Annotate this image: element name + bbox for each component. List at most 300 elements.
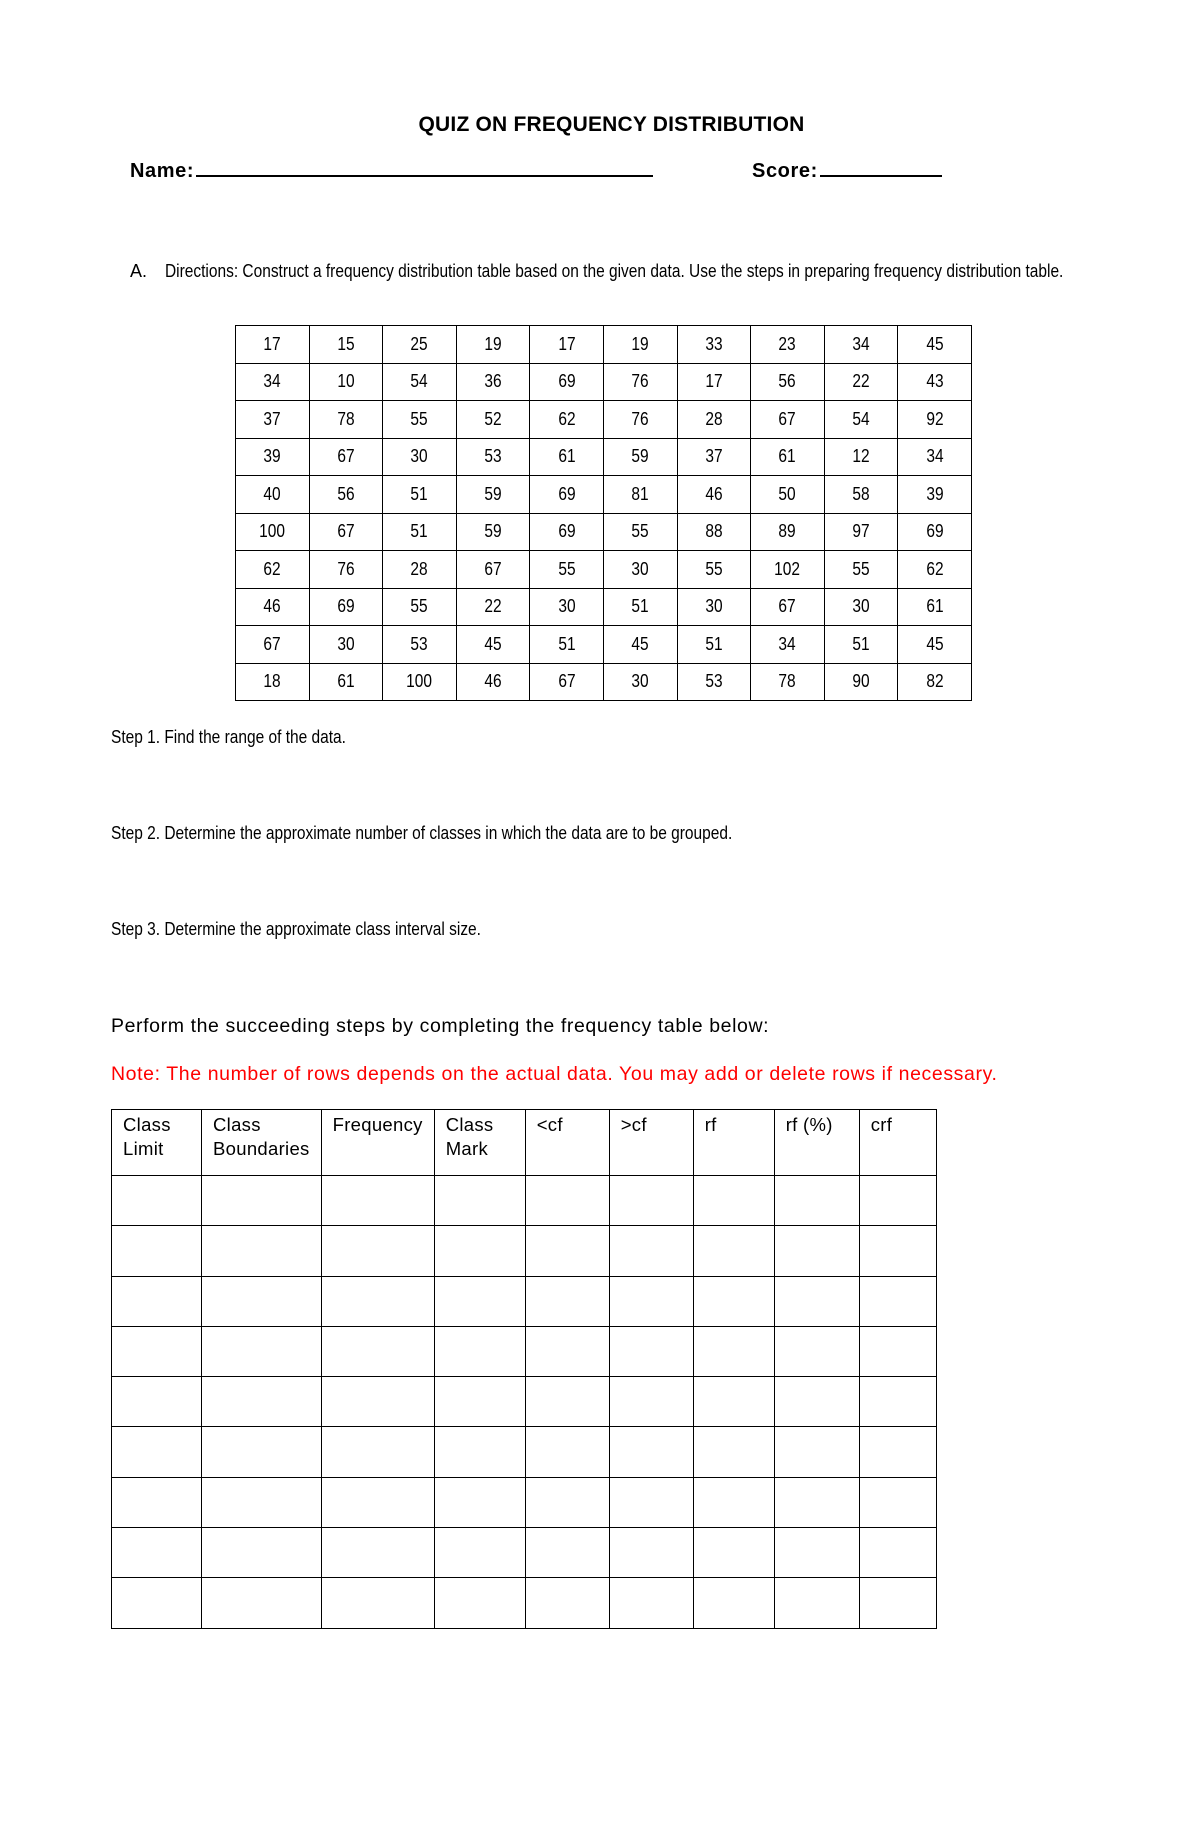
data-cell xyxy=(677,551,751,589)
data-value: 34 xyxy=(926,446,944,467)
page-title: QUIZ ON FREQUENCY DISTRIBUTION xyxy=(418,113,805,136)
data-value: 28 xyxy=(705,408,723,429)
freq-answer-cell[interactable] xyxy=(859,1176,936,1226)
freq-header-cell xyxy=(859,1110,936,1176)
freq-answer-cell[interactable] xyxy=(774,1578,859,1628)
data-cell xyxy=(309,513,383,551)
freq-answer-cell[interactable] xyxy=(774,1528,859,1578)
name-label: Name: xyxy=(130,160,195,182)
data-cell xyxy=(751,438,825,476)
data-value: 62 xyxy=(263,558,281,579)
freq-answer-cell[interactable] xyxy=(321,1176,434,1226)
data-cell xyxy=(383,326,457,364)
freq-answer-cell[interactable] xyxy=(434,1477,525,1527)
data-value: 81 xyxy=(631,483,649,504)
data-cell xyxy=(824,588,898,626)
data-row xyxy=(236,476,972,514)
freq-answer-cell[interactable] xyxy=(693,1326,774,1376)
freq-answer-cell[interactable] xyxy=(693,1377,774,1427)
freq-answer-cell[interactable] xyxy=(434,1226,525,1276)
data-value: 45 xyxy=(926,633,944,654)
data-value: 59 xyxy=(484,483,502,504)
freq-answer-cell[interactable] xyxy=(434,1276,525,1326)
data-value: 34 xyxy=(852,333,870,354)
name-field xyxy=(130,160,653,183)
data-cell xyxy=(824,438,898,476)
freq-answer-cell[interactable] xyxy=(774,1176,859,1226)
freq-answer-cell[interactable] xyxy=(525,1326,609,1376)
freq-answer-cell[interactable] xyxy=(859,1326,936,1376)
data-cell xyxy=(236,513,310,551)
data-value: 22 xyxy=(852,371,870,392)
data-value: 59 xyxy=(631,446,649,467)
data-cell xyxy=(677,401,751,439)
freq-answer-cell[interactable] xyxy=(859,1477,936,1527)
freq-header-cell xyxy=(774,1110,859,1176)
data-cell xyxy=(236,401,310,439)
data-value: 82 xyxy=(926,671,944,692)
data-value: 59 xyxy=(484,521,502,542)
freq-answer-cell[interactable] xyxy=(202,1176,322,1226)
data-cell xyxy=(309,326,383,364)
data-row xyxy=(236,401,972,439)
freq-answer-cell[interactable] xyxy=(112,1477,202,1527)
freq-answer-cell[interactable] xyxy=(434,1427,525,1477)
data-value: 40 xyxy=(263,483,281,504)
freq-header-label: Boundaries xyxy=(213,1138,310,1159)
data-cell xyxy=(236,438,310,476)
freq-answer-cell[interactable] xyxy=(609,1276,693,1326)
freq-answer-cell[interactable] xyxy=(434,1578,525,1628)
data-cell xyxy=(824,401,898,439)
freq-answer-cell[interactable] xyxy=(112,1226,202,1276)
data-value: 51 xyxy=(410,521,429,542)
data-cell xyxy=(751,551,825,589)
freq-answer-cell[interactable] xyxy=(321,1226,434,1276)
data-cell xyxy=(456,326,530,364)
freq-row xyxy=(112,1528,937,1578)
data-value: 22 xyxy=(484,596,502,617)
data-value: 53 xyxy=(705,671,723,692)
directions xyxy=(130,257,1095,286)
freq-answer-cell[interactable] xyxy=(112,1326,202,1376)
freq-answer-cell[interactable] xyxy=(202,1427,322,1477)
data-value: 46 xyxy=(484,671,502,692)
freq-answer-cell[interactable] xyxy=(693,1477,774,1527)
data-value: 67 xyxy=(558,671,576,692)
freq-row xyxy=(112,1176,937,1226)
data-cell xyxy=(309,401,383,439)
freq-header-label: Mark xyxy=(445,1138,489,1159)
data-cell xyxy=(751,401,825,439)
freq-answer-cell[interactable] xyxy=(774,1226,859,1276)
data-cell xyxy=(751,513,825,551)
data-cell xyxy=(383,588,457,626)
data-cell xyxy=(309,476,383,514)
data-value: 19 xyxy=(631,333,649,354)
data-value: 55 xyxy=(705,558,723,579)
data-row xyxy=(236,551,972,589)
data-value: 18 xyxy=(263,671,281,692)
step-2: Step 2. Determine the approximate number of classes in which the data are to be grouped. xyxy=(111,823,733,843)
step-1: Step 1. Find the range of the data. xyxy=(111,727,346,747)
data-value: 61 xyxy=(558,446,576,467)
freq-answer-cell[interactable] xyxy=(609,1176,693,1226)
data-cell xyxy=(603,401,677,439)
data-value: 76 xyxy=(631,371,649,392)
freq-answer-cell[interactable] xyxy=(693,1578,774,1628)
data-value: 67 xyxy=(778,408,797,429)
step-3: Step 3. Determine the approximate class interval size. xyxy=(111,919,481,939)
freq-answer-cell[interactable] xyxy=(202,1276,322,1326)
freq-answer-cell[interactable] xyxy=(202,1477,322,1527)
data-cell xyxy=(383,438,457,476)
freq-answer-cell[interactable] xyxy=(112,1176,202,1226)
data-value: 10 xyxy=(337,371,355,392)
data-cell xyxy=(236,588,310,626)
freq-answer-cell[interactable] xyxy=(112,1276,202,1326)
data-row xyxy=(236,588,972,626)
data-value: 53 xyxy=(410,633,429,654)
data-cell xyxy=(456,476,530,514)
data-cell xyxy=(383,476,457,514)
data-value: 56 xyxy=(337,483,355,504)
data-value: 78 xyxy=(778,671,797,692)
data-value: 34 xyxy=(263,371,281,392)
data-value: 67 xyxy=(337,446,355,467)
freq-answer-cell[interactable] xyxy=(774,1427,859,1477)
data-cell xyxy=(898,438,972,476)
data-value: 28 xyxy=(410,558,429,579)
data-cell xyxy=(456,363,530,401)
data-value: 69 xyxy=(926,521,944,542)
data-value: 100 xyxy=(406,671,433,692)
freq-header-row xyxy=(112,1110,937,1176)
freq-header-label: <cf xyxy=(536,1114,563,1135)
data-cell xyxy=(898,326,972,364)
data-cell xyxy=(236,551,310,589)
data-cell xyxy=(603,551,677,589)
data-cell xyxy=(603,476,677,514)
data-row xyxy=(236,326,972,364)
data-cell xyxy=(751,588,825,626)
freq-answer-cell[interactable] xyxy=(112,1427,202,1477)
data-value: 23 xyxy=(778,333,797,354)
data-value: 58 xyxy=(852,483,870,504)
data-cell xyxy=(898,363,972,401)
data-cell xyxy=(677,626,751,664)
data-cell xyxy=(751,476,825,514)
data-cell xyxy=(677,476,751,514)
name-blank[interactable] xyxy=(196,174,653,177)
data-value: 37 xyxy=(263,408,281,429)
freq-answer-cell[interactable] xyxy=(434,1326,525,1376)
data-cell xyxy=(383,551,457,589)
freq-answer-cell[interactable] xyxy=(525,1578,609,1628)
freq-answer-cell[interactable] xyxy=(321,1578,434,1628)
data-value: 53 xyxy=(484,446,502,467)
freq-answer-cell[interactable] xyxy=(525,1427,609,1477)
data-value: 100 xyxy=(259,521,286,542)
data-value: 92 xyxy=(926,408,944,429)
data-cell xyxy=(530,476,604,514)
freq-answer-cell[interactable] xyxy=(321,1528,434,1578)
data-value: 69 xyxy=(558,371,576,392)
data-value: 39 xyxy=(263,446,281,467)
freq-answer-cell[interactable] xyxy=(525,1528,609,1578)
data-value: 17 xyxy=(558,333,576,354)
freq-answer-cell[interactable] xyxy=(609,1427,693,1477)
freq-answer-cell[interactable] xyxy=(525,1176,609,1226)
freq-answer-cell[interactable] xyxy=(693,1427,774,1477)
freq-answer-cell[interactable] xyxy=(112,1377,202,1427)
data-value: 76 xyxy=(631,408,649,429)
freq-answer-cell[interactable] xyxy=(202,1578,322,1628)
data-cell xyxy=(898,401,972,439)
data-value: 69 xyxy=(337,596,355,617)
data-cell xyxy=(456,588,530,626)
data-value: 17 xyxy=(705,371,723,392)
data-value: 45 xyxy=(484,633,502,654)
data-value: 55 xyxy=(410,596,429,617)
data-value: 30 xyxy=(337,633,355,654)
data-value: 61 xyxy=(926,596,944,617)
data-value: 45 xyxy=(926,333,944,354)
data-value: 67 xyxy=(337,521,355,542)
data-value: 15 xyxy=(337,333,355,354)
freq-answer-cell[interactable] xyxy=(859,1427,936,1477)
data-cell xyxy=(530,663,604,701)
freq-answer-cell[interactable] xyxy=(859,1377,936,1427)
data-cell xyxy=(456,401,530,439)
freq-header-cell xyxy=(434,1110,525,1176)
data-cell xyxy=(677,513,751,551)
data-cell xyxy=(530,438,604,476)
freq-answer-cell[interactable] xyxy=(859,1226,936,1276)
data-value: 34 xyxy=(778,633,797,654)
data-cell xyxy=(456,513,530,551)
freq-answer-cell[interactable] xyxy=(202,1226,322,1276)
freq-answer-cell[interactable] xyxy=(525,1477,609,1527)
freq-answer-cell[interactable] xyxy=(525,1226,609,1276)
data-cell xyxy=(236,663,310,701)
freq-header-label: >cf xyxy=(620,1114,647,1135)
data-row xyxy=(236,663,972,701)
freq-header-cell xyxy=(321,1110,434,1176)
data-cell xyxy=(824,326,898,364)
data-value: 97 xyxy=(852,521,870,542)
freq-answer-cell[interactable] xyxy=(693,1226,774,1276)
data-cell xyxy=(898,476,972,514)
freq-answer-cell[interactable] xyxy=(202,1528,322,1578)
data-row xyxy=(236,513,972,551)
freq-answer-cell[interactable] xyxy=(609,1377,693,1427)
data-value: 33 xyxy=(705,333,723,354)
data-cell xyxy=(603,588,677,626)
freq-answer-cell[interactable] xyxy=(693,1176,774,1226)
data-cell xyxy=(824,551,898,589)
freq-answer-cell[interactable] xyxy=(525,1276,609,1326)
freq-row xyxy=(112,1477,937,1527)
data-cell xyxy=(309,663,383,701)
data-cell xyxy=(824,363,898,401)
data-value: 102 xyxy=(774,558,801,579)
freq-answer-cell[interactable] xyxy=(321,1276,434,1326)
data-cell xyxy=(309,626,383,664)
freq-header-label: Class xyxy=(213,1114,261,1135)
data-value: 17 xyxy=(263,333,281,354)
data-value: 19 xyxy=(484,333,502,354)
data-value: 51 xyxy=(410,483,429,504)
data-value: 69 xyxy=(558,521,576,542)
data-value: 67 xyxy=(484,558,502,579)
freq-header-label: rf xyxy=(704,1114,717,1135)
data-cell xyxy=(530,401,604,439)
data-cell xyxy=(456,438,530,476)
freq-answer-cell[interactable] xyxy=(321,1326,434,1376)
freq-answer-cell[interactable] xyxy=(693,1528,774,1578)
data-value: 36 xyxy=(484,371,502,392)
data-cell xyxy=(530,363,604,401)
data-value: 55 xyxy=(410,408,429,429)
data-cell xyxy=(236,326,310,364)
freq-header-cell xyxy=(202,1110,322,1176)
data-cell xyxy=(898,588,972,626)
freq-answer-cell[interactable] xyxy=(609,1326,693,1376)
freq-answer-cell[interactable] xyxy=(859,1578,936,1628)
freq-answer-cell[interactable] xyxy=(859,1276,936,1326)
freq-answer-cell[interactable] xyxy=(525,1377,609,1427)
frequency-table xyxy=(111,1109,937,1629)
freq-answer-cell[interactable] xyxy=(202,1377,322,1427)
data-value: 51 xyxy=(852,633,870,654)
data-value: 30 xyxy=(705,596,723,617)
data-cell xyxy=(456,626,530,664)
freq-answer-cell[interactable] xyxy=(693,1276,774,1326)
data-cell xyxy=(456,551,530,589)
data-value: 78 xyxy=(337,408,355,429)
data-cell xyxy=(236,476,310,514)
freq-answer-cell[interactable] xyxy=(434,1176,525,1226)
data-cell xyxy=(530,626,604,664)
freq-row xyxy=(112,1326,937,1376)
data-value: 51 xyxy=(631,596,649,617)
data-cell xyxy=(677,363,751,401)
data-value: 30 xyxy=(852,596,870,617)
data-table xyxy=(235,325,972,701)
data-cell xyxy=(236,626,310,664)
data-value: 56 xyxy=(778,371,797,392)
data-cell xyxy=(383,363,457,401)
data-value: 51 xyxy=(558,633,576,654)
data-row xyxy=(236,626,972,664)
data-cell xyxy=(383,626,457,664)
freq-row xyxy=(112,1226,937,1276)
freq-answer-cell[interactable] xyxy=(774,1377,859,1427)
data-value: 61 xyxy=(778,446,797,467)
data-value: 76 xyxy=(337,558,355,579)
data-cell xyxy=(383,513,457,551)
freq-header-label: rf (%) xyxy=(785,1114,833,1135)
data-cell xyxy=(677,588,751,626)
data-value: 43 xyxy=(926,371,944,392)
data-cell xyxy=(603,626,677,664)
data-cell xyxy=(824,626,898,664)
data-value: 90 xyxy=(852,671,870,692)
freq-answer-cell[interactable] xyxy=(609,1477,693,1527)
data-cell xyxy=(530,513,604,551)
data-value: 30 xyxy=(631,558,649,579)
data-value: 88 xyxy=(705,521,723,542)
freq-answer-cell[interactable] xyxy=(609,1578,693,1628)
data-row xyxy=(236,363,972,401)
perform-instruction: Perform the succeeding steps by completing the frequency table below: xyxy=(111,1015,770,1037)
score-label: Score: xyxy=(752,160,818,182)
data-value: 25 xyxy=(410,333,429,354)
data-cell xyxy=(309,438,383,476)
data-value: 67 xyxy=(263,633,281,654)
freq-answer-cell[interactable] xyxy=(774,1326,859,1376)
data-cell xyxy=(603,438,677,476)
data-value: 54 xyxy=(852,408,870,429)
freq-answer-cell[interactable] xyxy=(434,1528,525,1578)
freq-header-label: crf xyxy=(870,1114,893,1135)
data-row xyxy=(236,438,972,476)
freq-row xyxy=(112,1578,937,1628)
data-cell xyxy=(383,663,457,701)
data-cell xyxy=(530,588,604,626)
freq-header-cell xyxy=(525,1110,609,1176)
freq-answer-cell[interactable] xyxy=(321,1477,434,1527)
freq-row xyxy=(112,1427,937,1477)
data-value: 55 xyxy=(631,521,649,542)
freq-answer-cell[interactable] xyxy=(434,1377,525,1427)
data-value: 45 xyxy=(631,633,649,654)
data-cell xyxy=(309,551,383,589)
data-value: 54 xyxy=(410,371,429,392)
data-value: 62 xyxy=(558,408,576,429)
data-cell xyxy=(751,663,825,701)
score-blank[interactable] xyxy=(820,174,942,177)
data-cell xyxy=(603,326,677,364)
freq-answer-cell[interactable] xyxy=(859,1528,936,1578)
data-cell xyxy=(677,438,751,476)
freq-header-cell xyxy=(112,1110,202,1176)
freq-answer-cell[interactable] xyxy=(609,1226,693,1276)
freq-answer-cell[interactable] xyxy=(321,1427,434,1477)
freq-answer-cell[interactable] xyxy=(112,1578,202,1628)
freq-header-label: Limit xyxy=(123,1138,164,1159)
freq-row xyxy=(112,1377,937,1427)
freq-answer-cell[interactable] xyxy=(609,1528,693,1578)
score-field xyxy=(752,160,942,183)
data-cell xyxy=(677,663,751,701)
freq-answer-cell[interactable] xyxy=(321,1377,434,1427)
data-value: 30 xyxy=(410,446,429,467)
data-value: 52 xyxy=(484,408,502,429)
freq-answer-cell[interactable] xyxy=(774,1477,859,1527)
data-cell xyxy=(824,663,898,701)
freq-answer-cell[interactable] xyxy=(774,1276,859,1326)
freq-answer-cell[interactable] xyxy=(112,1528,202,1578)
data-cell xyxy=(603,363,677,401)
data-value: 30 xyxy=(631,671,649,692)
freq-header-label: Class xyxy=(123,1114,171,1135)
data-cell xyxy=(751,363,825,401)
freq-answer-cell[interactable] xyxy=(202,1326,322,1376)
data-value: 61 xyxy=(337,671,355,692)
data-cell xyxy=(824,513,898,551)
